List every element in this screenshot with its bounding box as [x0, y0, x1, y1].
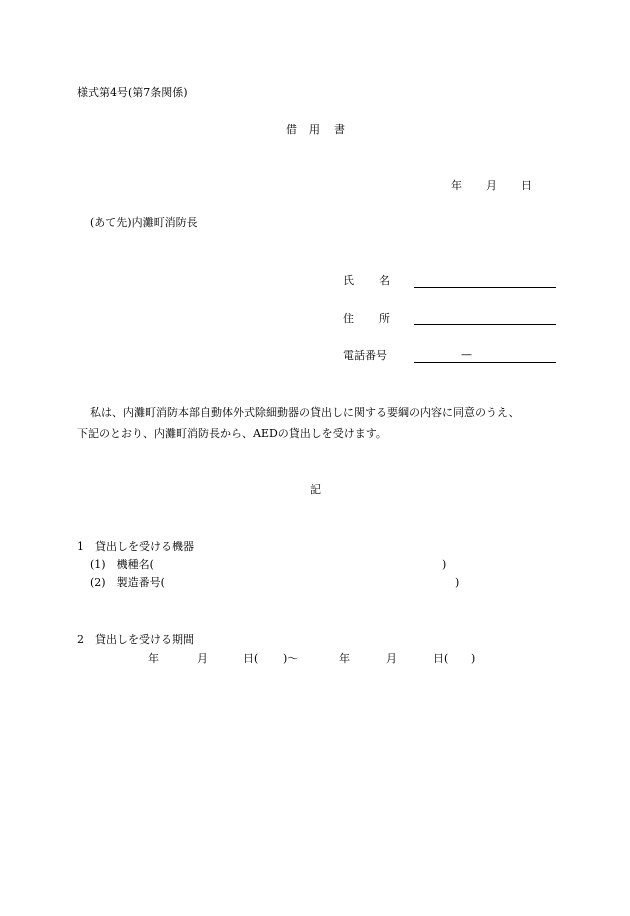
phone-label: 電話番号	[343, 349, 387, 362]
model-name-close: )	[442, 558, 447, 571]
form-number: 様式第4号(第7条関係)	[77, 86, 188, 99]
title-char-2: 用	[309, 123, 320, 136]
name-underline[interactable]	[414, 287, 556, 288]
start-year-label: 年	[148, 652, 159, 665]
serial-number-label: (2) 製造番号(	[90, 576, 165, 589]
end-month-label: 月	[386, 652, 397, 665]
body-line-1: 私は、内灘町消防本部自動体外式除細動器の貸出しに関する要綱の内容に同意のうえ、	[90, 406, 520, 419]
body-line-2: 下記のとおり、内灘町消防長から、AEDの貸出しを受けます。	[77, 427, 387, 440]
date-month-label: 月	[486, 179, 497, 192]
name-label-1: 氏	[343, 274, 354, 287]
title-char-1: 借	[286, 123, 297, 136]
address-underline[interactable]	[414, 324, 556, 325]
phone-underline[interactable]	[414, 362, 556, 363]
end-day-label: 日(	[433, 652, 449, 665]
addressee: (あて先)内灘町消防長	[90, 216, 198, 229]
name-label-2: 名	[379, 274, 390, 287]
address-label-2: 所	[379, 312, 390, 325]
date-year-label: 年	[451, 179, 462, 192]
date-day-label: 日	[521, 179, 532, 192]
start-day-label: 日(	[243, 652, 259, 665]
end-close: )	[471, 652, 476, 665]
end-year-label: 年	[339, 652, 350, 665]
ki-heading: 記	[310, 483, 321, 496]
serial-number-close: )	[455, 576, 460, 589]
start-close: )～	[283, 652, 299, 665]
model-name-label: (1) 機種名(	[90, 558, 154, 571]
address-label-1: 住	[343, 312, 354, 325]
section1-heading: 1 貸出しを受ける機器	[77, 540, 194, 553]
phone-separator: —	[461, 348, 472, 361]
section2-heading: 2 貸出しを受ける期間	[77, 633, 194, 646]
title-char-3: 書	[334, 123, 345, 136]
start-month-label: 月	[197, 652, 208, 665]
